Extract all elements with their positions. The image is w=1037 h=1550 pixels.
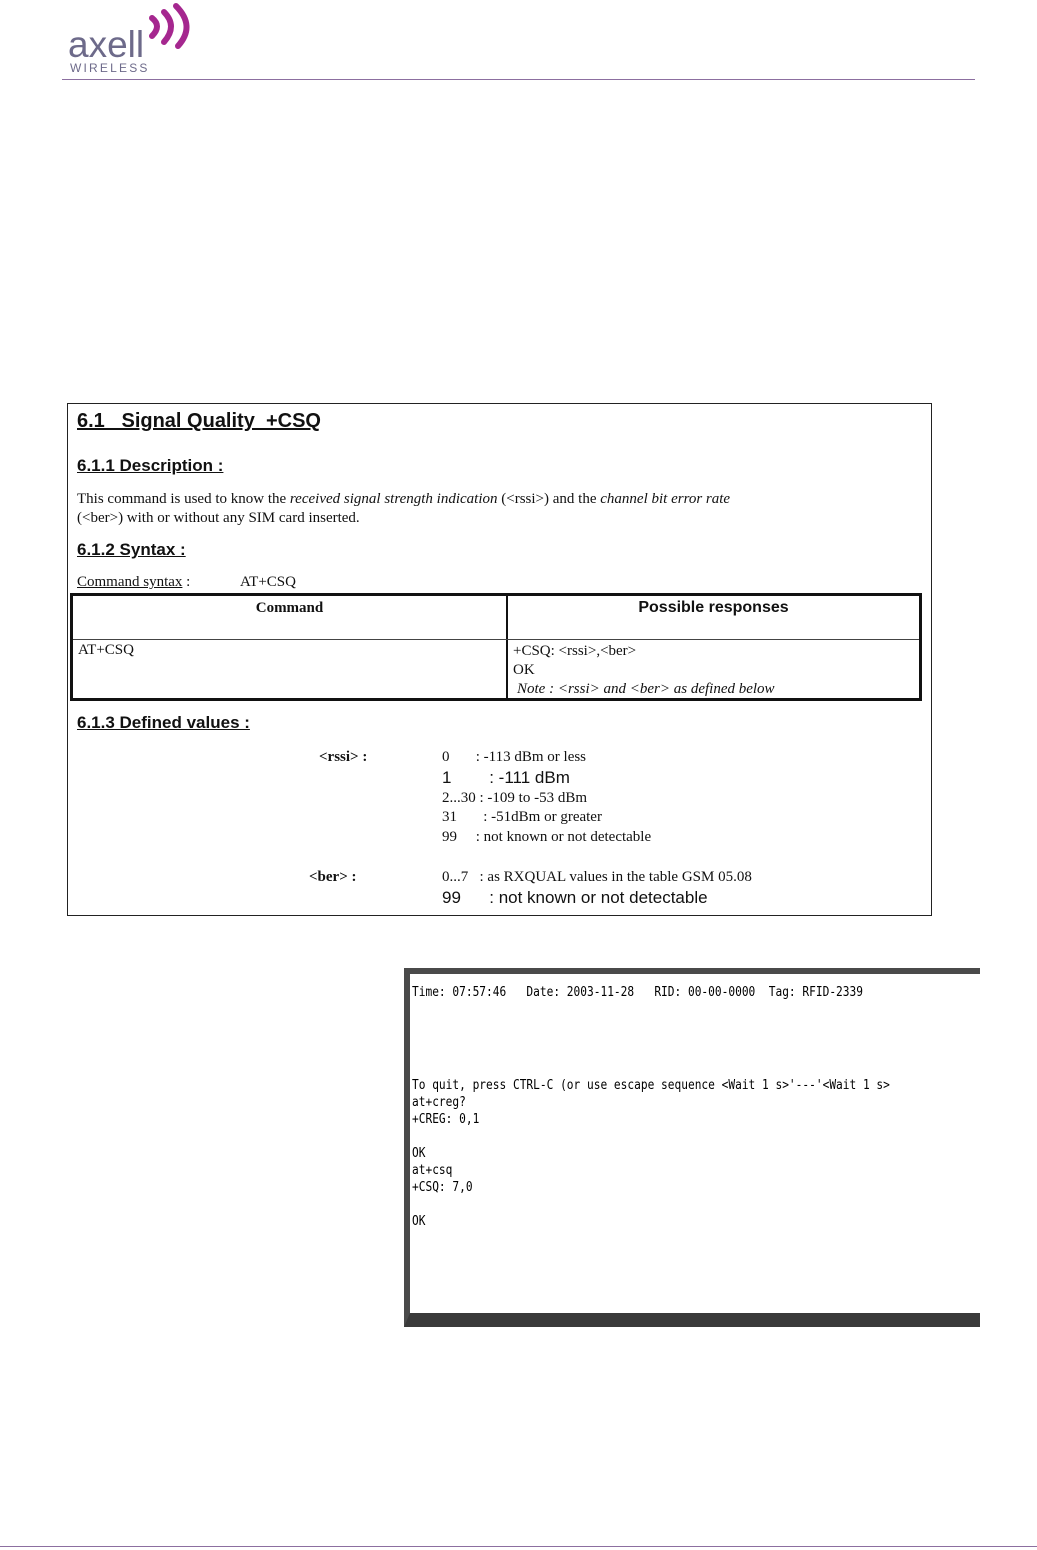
terminal-line-creg-cmd: at+creg? (412, 1095, 466, 1110)
footer-divider (0, 1546, 1037, 1547)
rssi-value-3: 31 : -51dBm or greater (442, 809, 602, 825)
command-syntax-value: AT+CSQ (240, 574, 296, 590)
response-note: Note : <rssi> and <ber> as defined below (517, 681, 775, 697)
table-header-command: Command (255, 600, 324, 616)
desc-text-1: This command is used to know the (77, 491, 290, 507)
terminal-status-line: Time: 07:57:46 Date: 2003-11-28 RID: 00-00-0000 Tag: RFID-2339 (412, 985, 863, 1000)
table-cell-responses (513, 642, 775, 699)
rssi-value-4: 99 : not known or not detectable (442, 829, 652, 845)
ber-value-0: 0...7 : as RXQUAL values in the table GSM 05.08 (442, 869, 752, 885)
table-cell-command: AT+CSQ (78, 642, 134, 658)
terminal-line-ok-2: OK (412, 1214, 426, 1229)
rssi-value-2: 2...30 : -109 to -53 dBm (442, 790, 587, 806)
description-heading: 6.1.1 Description : (77, 456, 224, 475)
response-csq: +CSQ: <rssi>,<ber> (513, 643, 637, 659)
logo-subtitle: WIRELESS (70, 61, 150, 75)
command-table (70, 593, 922, 701)
terminal-line-quit: To quit, press CTRL-C (or use escape sequence <Wait 1 s>'---'<Wait 1 s> (412, 1078, 890, 1093)
desc-text-2: (<rssi>) and the (497, 491, 601, 507)
terminal-window (404, 968, 980, 1327)
header-divider (62, 79, 975, 80)
terminal-line-ok-1: OK (412, 1146, 426, 1161)
desc-text-3: (<ber>) with or without any SIM card inserted. (77, 510, 360, 526)
rssi-value-0: 0 : -113 dBm or less (442, 749, 587, 765)
terminal-line-creg-resp: +CREG: 0,1 (412, 1112, 480, 1127)
terminal-line-csq-cmd: at+csq (412, 1163, 453, 1178)
terminal-line-csq-resp: +CSQ: 7,0 (412, 1180, 473, 1195)
description-paragraph (77, 490, 857, 528)
desc-italic-ber: channel bit error rate (600, 491, 731, 507)
rssi-label: <rssi> : (319, 749, 368, 765)
command-syntax-line (77, 574, 296, 591)
defined-values-heading: 6.1.3 Defined values : (77, 713, 250, 732)
syntax-heading: 6.1.2 Syntax : (77, 540, 186, 559)
section-title: 6.1 Signal Quality +CSQ (77, 410, 321, 432)
table-header-divider (73, 639, 919, 640)
logo-wordmark: axell (68, 24, 145, 65)
desc-italic-rssi: received signal strength indication (289, 491, 498, 507)
response-ok: OK (513, 662, 535, 678)
table-header-responses: Possible responses (638, 599, 789, 616)
command-syntax-sep: : (182, 574, 191, 590)
ber-label: <ber> : (309, 869, 357, 885)
ber-value-1: 99 : not known or not detectable (442, 888, 708, 907)
rssi-value-1: 1 : -111 dBm (442, 768, 570, 787)
logo-signal-icon (146, 2, 210, 50)
axell-wireless-logo (64, 0, 264, 78)
csq-spec-excerpt (67, 403, 932, 916)
command-syntax-label: Command syntax (77, 574, 183, 590)
